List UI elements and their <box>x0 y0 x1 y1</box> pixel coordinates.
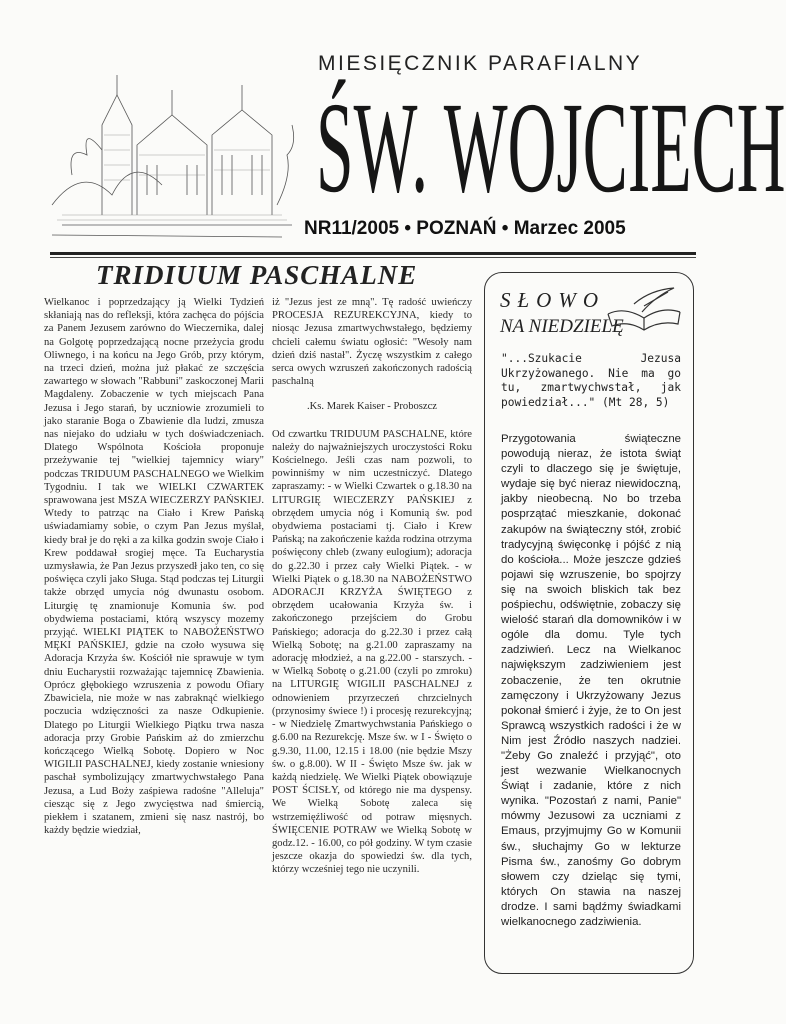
header-rule-thin <box>50 257 696 258</box>
issue-line: NR11/2005 • POZNAŃ • Marzec 2005 <box>304 218 626 239</box>
sidebar-body-text: Przygotowania świąteczne powodują nieraz, że istota świąt czyli to dlaczego się je świętuje, wydaje się być nieraz niewidoczną, jakby nieobecną. No bo trzeba posprzątać mieszkanie, dokonać zakupów na świąteczny stół, zrobić tradycyjną święconkę i pójść z nią do kościoła... Może jeszcze gdzieś pojawi się wzruszenie, bo spojrzy się na swoich bliskich tak bez pośpiechu, odświętnie, zobaczy się wielość starań dla domowników i w ogóle dla domu. Tyle tych zadziwień. Lecz na Wielkanoc największym zadziwieniem jest zobaczenie, że ten okrutnie zamęczony i Ukrzyżowany Jezus pokonał śmierć i żyje, że to On jest Sprawcą wszystkich radości i że w Nim jest Źródło naszych nadziei. "Żeby Go znaleźć i przyjąć", oto jest wezwanie Wielkanocnych Świąt i zadanie, które z nich wynika. "Pozostań z nami, Panie" mówmy Jezusowi za uczniami z Emaus, przyjmujmy Go w Komunii św., słuchajmy Go w lekturze Pisma św., zanośmy Go dobrym słowem czy dzieląc się tymi, których On stawia na naszej drodze. I sami bądźmy świadkami wielkanocnego zadziwienia. <box>501 433 681 928</box>
author-signature: .Ks. Marek Kaiser - Proboszcz <box>306 401 438 413</box>
article-col1-text: Wielkanoc i poprzedzający ją Wielki Tydzień skłaniają nas do refleksji, która zachęca do pójścia za Panem Jezusem zarówno do Wieczernika, dalej na Golgotę poprzedzającą nocne przeżycia grodu Oliwnego, i na końcu na Jego Grób, przy którym, na trzeci dzień, można już płakać ze szczęścia zawartego w słowach "Rabbuni" zaskoczonej Marii Magdaleny. Zobaczenie w tych miejscach Pana Jezusa i Jego starań, by uczniowie zrozumieli to jako staranie Boga o Zbawienie dla ludzi, zmusza nas niejako do udziału w tych doświadczeniach. Dlatego Wspólnota Kościoła proponuje przeżywanie tej "wielkiej tajemnicy wiary" podczas TRIDUUM PASCHALNEGO we Wielkim Tygodniu. I tak we WIELKI CZWARTEK sprawowana jest MSZA WIECZERZY PAŃSKIEJ. Wtedy to patrząc na Ciało i Krew Pańską uświadamiamy sobie, o czym Pan Jezus myślał, kiedy brał je do ręki a za kilka godzin swoje Ciało i Krew poddawał srogiej męce. Ta Eucharystia uzmysławia, że Pan Jezus przyszedł jako ten, co się poświęca czyli jako Sługa. Stąd podczas tej Liturgii także obrzęd umycia nóg dwunastu osobom. Liturgię tę znamionuje Komunia św. pod obydwiema postaciami, którą wszyscy mozemy przyjąć. WIELKI PIĄTEK to NABOŻEŃSTWO MĘKI PAŃSKIEJ, gdzie na czoło wysuwa się Adoracja Krzyża św. Kościół nie sprawuje w tym dniu Eucharystii rozważając tajemnicę Zbawienia. Oprócz głębokiego wzruszenia z powodu Ofiary Zbawiciela, nie może w nas zabraknąć wielkiego poczucia wdzięczności za nasze Odkupienie. Dlatego po Liturgii Wielkiego Piątku trwa nasza adoracja przy Grobie Pańskim aż do zmierzchu kończącego Wielką Sobotę. Dopiero w Noc WIGILII PASCHALNEJ, kiedy zostanie wniesiony paschał symbolizujący zmartwychwstałego Pana Jezusa, a Lud Boży zaśpiewa radośne "Alleluja" ciesząc się z Jego zwycięstwa nad śmiercią, piekłem i szatanem, zmieni się nasz nastrój, bo każdy będzie wiedział, <box>44 297 264 837</box>
article-col2-intro: iż "Jezus jest ze mną". Tę radość uwieńczy PROCESJA REZUREKCYJNA, kiedy to niosąc Jezusa zmartwychwstałego, będziemy chcieli całemu światu ogłosić: "Wesoły nam dzień dziś nastał". Życzę wszystkim z całego serca owych wzruszeń zakończonych radością paschalną <box>272 297 472 388</box>
article-column-1 <box>44 296 264 1014</box>
sidebar-title-line2: NA NIEDZIELĘ <box>500 316 624 337</box>
sidebar-body <box>501 432 681 972</box>
article-title: TRIDIUUM PASCHALNE <box>96 260 418 290</box>
article-col2-schedule: Od czwartku TRIDUUM PASCHALNE, które należy do najważniejszych uroczystości Roku Kościelnego. Jeśli czas nam pozwoli, to powinniśmy w nim uczestniczyć. Dlatego zapraszamy: - w Wielki Czwartek o g.18.30 na LITURGIĘ WIECZERZY PAŃSKIEJ z obrzędem umycia nóg i Komunią św. pod obydwiema postaciami tj. Ciało i Krew Pańską; na zakończenie każda rodzina otrzyma poświęcony chleb (zwany eulogium); adoracja do g.22.30 i przez cały Wielki Piątek. - w Wielki Piątek o g.18.30 na NABOŻEŃSTWO ADORACJI KRZYŻA ŚWIĘTEGO z obrzędem ucałowania Krzyża św. i zakończonego przejściem do Grobu Pańskiego; adoracja do g.22.30 i przez całą Wielką Sobotę; na g.21.00 zapraszamy na adorację młodzież, a na g.22.00 - starszych. - w Wielką Sobotę o g.21.00 (czyli po zmroku) na LITURGIĘ WIGILII PASCHALNEJ z odnowieniem przyrzeczeń chrzcielnych (przynosimy świece !) i procesję rezurekcyjną; - w Niedzielę Zmartwychwstania Pańskiego o g.6.00 na Rezurekcję. Msze św. w I - Święto o g.9.30, 11.00, 12.15 i 18.00 (nie będzie Mszy św. o g.8.00). W II - Święto Msze św. jak w każdą niedzielę. We Wielki Piątek obowiązuje POST ŚCISŁY, od którego nie ma dyspensy. We Wielką Sobotę zaleca się wstrzemięźliwość od potraw mięsnych. ŚWIĘCENIE POTRAW we Wielką Sobotę w godz.12. - 16.00, co pół godziny. W tym czasie jeszcze okazja do spowiedzi św. dla tych, którzy wcześniej tego nie uczynili. <box>272 428 472 876</box>
masthead-subtitle: MIESIĘCZNIK PARAFIALNY <box>318 52 643 75</box>
header-rule <box>50 252 696 255</box>
sidebar-title-line1: SŁOWO <box>500 288 606 312</box>
open-book-icon <box>604 284 684 332</box>
masthead-title: ŚW. WOJCIECH <box>316 76 786 220</box>
church-sketch-image <box>42 55 302 245</box>
sidebar-quote: "...Szukacie Jezusa Ukrzyżowanego. Nie ma go tu, zmartwychwstał, jak powiedział..." (Mt 28, 5) <box>501 352 681 409</box>
article-column-2 <box>272 296 472 1014</box>
